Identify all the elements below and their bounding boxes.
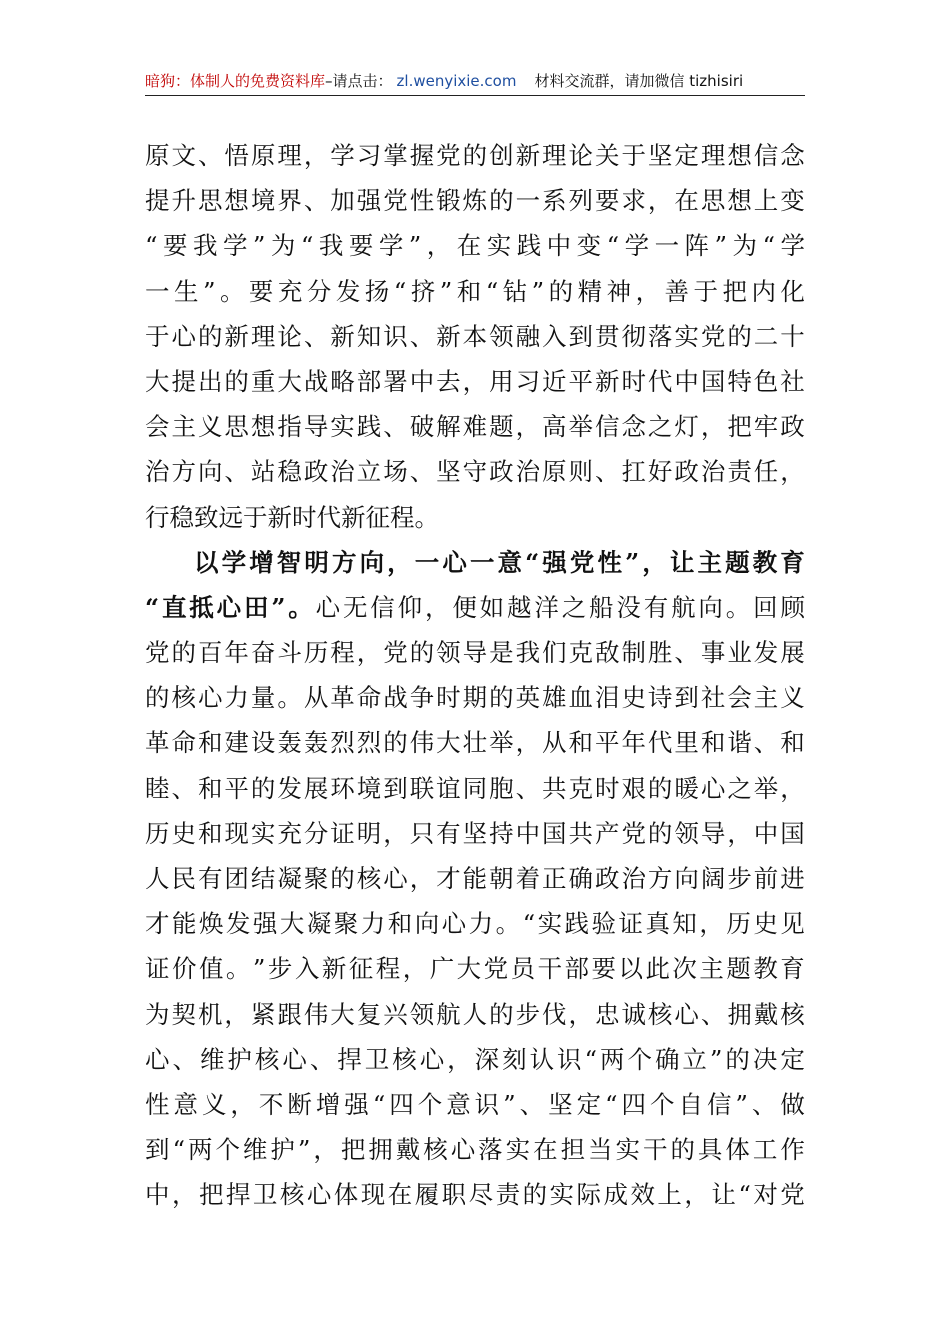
body-line: 性 意 义 ， 不 断 增 强 “ 四 个 意 识 ” 、 坚 定 “ 四 个 自 信 ” 、 做	[145, 1089, 805, 1119]
body-line: 治 方 向 、 站 稳 政 治 立 场 、 坚 守 政 治 原 则 、 扛 好 政 治 责 任 ，	[145, 457, 805, 487]
body-line: 大 提 出 的 重 大 战 略 部 署 中 去 ， 用 习 近 平 新 时 代 中 国 特 色 社	[145, 366, 805, 396]
document-body	[145, 133, 805, 1218]
body-line: 以 学 增 智 明 方 向 ， 一 心 一 意 “ 强 党 性 ” ， 让 主 题 教 育	[194, 547, 805, 577]
page-header	[145, 70, 805, 94]
body-line: 会 主 义 思 想 指 导 实 践 、 破 解 难 题 ， 高 举 信 念 之 灯 ， 把 牢 政	[145, 412, 805, 442]
body-line: 一 生 ” 。 要 充 分 发 扬 “ 挤 ” 和 “ 钻 ” 的 精 神 ， 善 于 把 内 化	[145, 276, 805, 306]
body-line: “ 要 我 学 ” 为 “ 我 要 学 ” ， 在 实 践 中 变 “ 学 一 阵 ” 为 “ 学	[145, 231, 805, 261]
body-line: 历 史 和 现 实 充 分 证 明 ， 只 有 坚 持 中 国 共 产 党 的 领 导 ， 中 国	[145, 818, 805, 848]
body-line: 才 能 焕 发 强 大 凝 聚 力 和 向 心 力 。 “ 实 践 验 证 真 知 ， 历 史 见	[145, 909, 805, 939]
body-line: “ 直 抵 心 田 ” 。 心 无 信 仰 ， 便 如 越 洋 之 船 没 有 航 向 。 回 顾	[145, 592, 805, 622]
body-line: 中 ， 把 捍 卫 核 心 体 现 在 履 职 尽 责 的 实 际 成 效 上 ， 让 “ 对 党	[145, 1180, 805, 1210]
body-line: 党 的 百 年 奋 斗 历 程 ， 党 的 领 导 是 我 们 克 敌 制 胜 、 事 业 发 展	[145, 638, 805, 668]
header-brand: 暗狗：体制人的免费资料库	[145, 72, 326, 90]
body-line: 人 民 有 团 结 凝 聚 的 核 心 ， 才 能 朝 着 正 确 政 治 方 向 阔 步 前 进	[145, 864, 805, 893]
body-line: 为 契 机 ， 紧 跟 伟 大 复 兴 领 航 人 的 步 伐 ， 忠 诚 核 心 、 拥 戴 核	[145, 999, 805, 1029]
body-line: 证 价 值 。 ” 步 入 新 征 程 ， 广 大 党 员 干 部 要 以 此 次 主 题 教 育	[145, 954, 805, 984]
body-line: 提 升 思 想 境 界 、 加 强 党 性 锻 炼 的 一 系 列 要 求 ， 在 思 想 上 变	[145, 186, 805, 216]
body-line: 到 “ 两 个 维 护 ” ， 把 拥 戴 核 心 落 实 在 担 当 实 干 的 具 体 工 作	[145, 1135, 805, 1165]
body-line: 原 文 、 悟 原 理 ， 学 习 掌 握 党 的 创 新 理 论 关 于 坚 定 理 想 信 念	[145, 141, 805, 170]
header-url-link[interactable]: zl.wenyixie.com	[396, 72, 517, 90]
header-group-text: 材料交流群，请加微信 tizhisiri	[534, 72, 744, 90]
body-line: 心 、 维 护 核 心 、 捍 卫 核 心 ， 深 刻 认 识 “ 两 个 确 立 ” 的 决 定	[145, 1044, 805, 1074]
body-line: 睦 、 和 平 的 发 展 环 境 到 联 谊 同 胞 、 共 克 时 艰 的 暖 心 之 举 ，	[145, 773, 805, 803]
header-click-text: –请点击：	[325, 72, 393, 90]
body-line: 于 心 的 新 理 论 、 新 知 识 、 新 本 领 融 入 到 贯 彻 落 实 党 的 二 十	[145, 321, 805, 351]
body-line: 的 核 心 力 量 。 从 革 命 战 争 时 期 的 英 雄 血 泪 史 诗 到 社 会 主 义	[145, 683, 805, 713]
body-line: 行 稳 致 远 于 新 时 代 新 征 程 。	[145, 502, 439, 532]
body-line: 革 命 和 建 设 轰 轰 烈 烈 的 伟 大 壮 举 ， 从 和 平 年 代 里 和 谐 、 和	[145, 728, 805, 758]
header-divider	[145, 95, 805, 96]
